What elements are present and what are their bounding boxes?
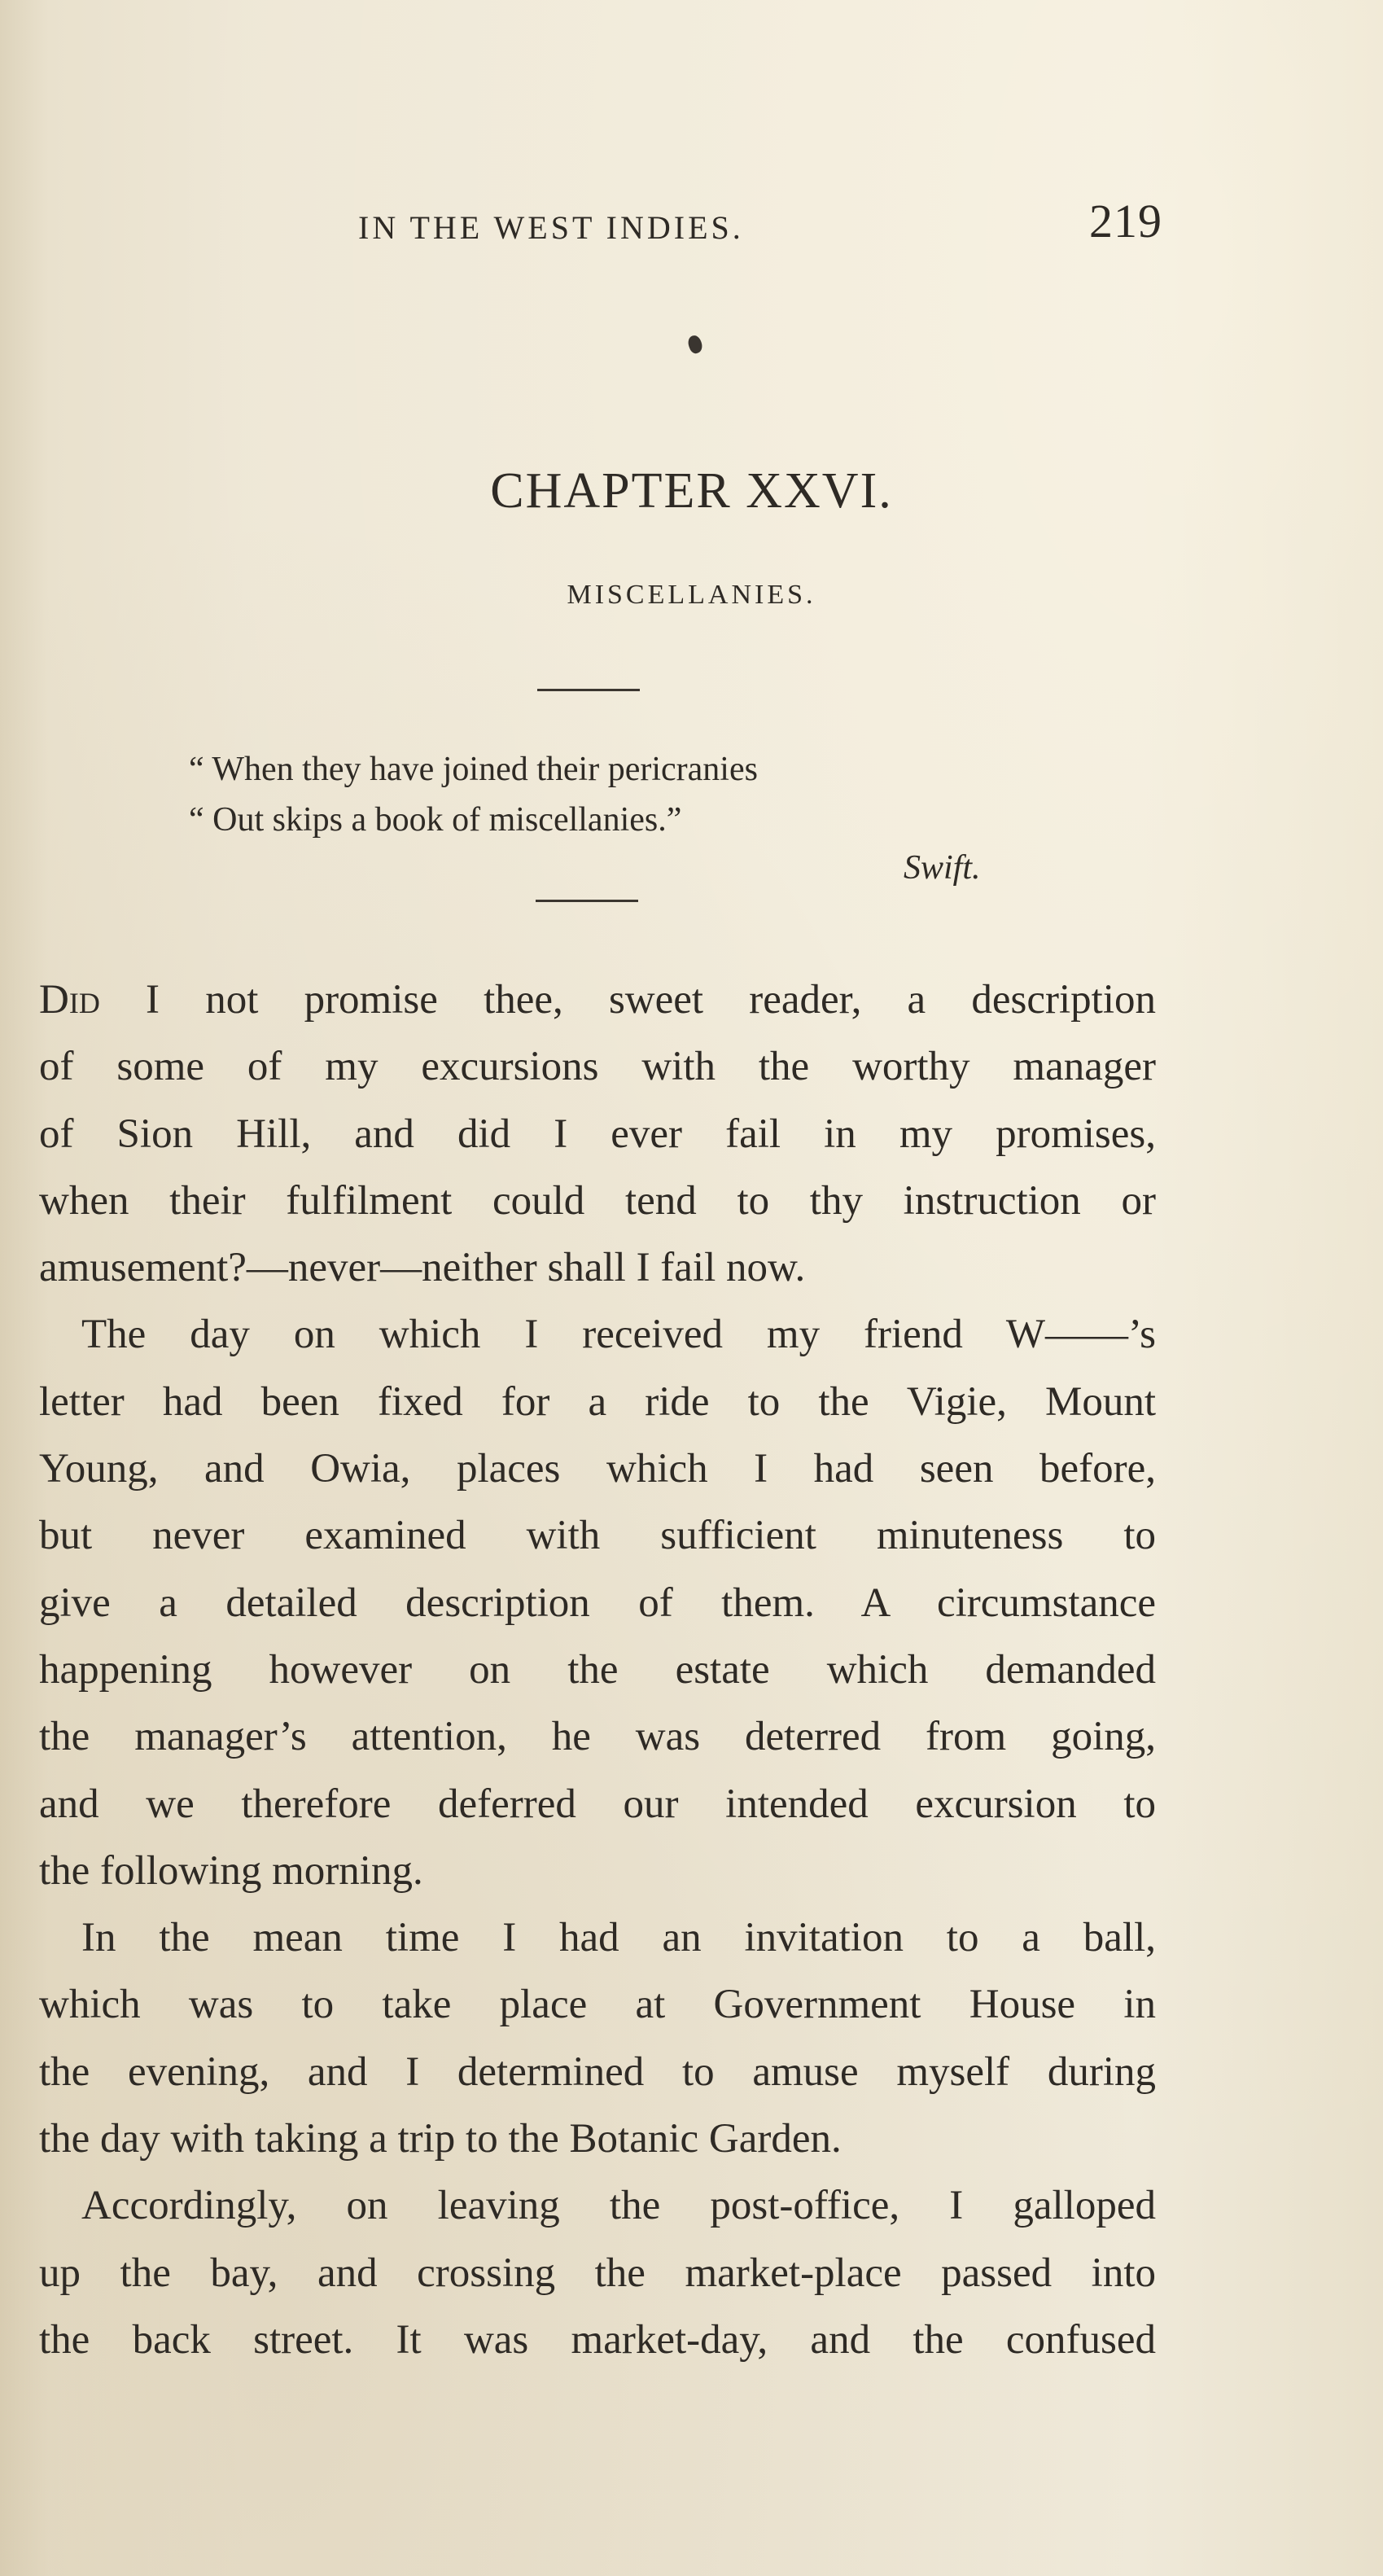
body-line: happening however on the estate which demanded [39,1646,1156,1693]
body-line: the back street. It was market-day, and the confused [39,2316,1156,2363]
drop-word: Did [39,977,100,1023]
epigraph-line: “ When they have joined their pericranies [189,751,758,788]
running-title: IN THE WEST INDIES. [358,209,744,246]
body-line: Accordingly, on leaving the post-office, I galloped [81,2183,1156,2229]
body-line [39,966,1156,1033]
body-text [39,966,1156,2373]
running-header [358,194,1172,251]
body-line: Young, and Owia, places which I had seen before, [39,1446,1156,1492]
body-line: the following morning. [39,1847,423,1894]
body-line: but never examined with sufficient minuteness to [39,1513,1156,1559]
body-line: and we therefore deferred our intended excursion to [39,1781,1156,1827]
body-line: the evening, and I determined to amuse myself during [39,2048,1156,2095]
body-line-text: I not promise thee, sweet reader, a description [99,977,1156,1023]
body-line: amusement?—never—neither shall I fail now. [39,1245,806,1291]
epigraph-line: “ Out skips a book of miscellanies.” [189,801,682,839]
body-line: The day on which I received my friend W——’s [81,1312,1156,1358]
body-line: letter had been fixed for a ride to the Vigie, Mount [39,1378,1156,1425]
epigraph [189,744,758,845]
chapter-title: CHAPTER XXVI. [490,463,893,519]
body-line: the day with taking a trip to the Botanic Garden. [39,2116,842,2162]
body-line: when their fulfilment could tend to thy instruction or [39,1177,1156,1224]
body-line: of some of my excursions with the worthy manager [39,1044,1156,1090]
epigraph-attribution: Swift. [904,849,981,887]
page-number: 219 [1089,195,1162,248]
chapter-subtitle: MISCELLANIES. [567,580,816,610]
body-line: of Sion Hill, and did I ever fail in my promises, [39,1111,1156,1157]
body-line: the manager’s attention, he was deterred from going, [39,1714,1156,1760]
divider-rule-bottom [536,900,638,902]
ink-blot-mark [686,334,705,355]
divider-rule-top [537,689,640,691]
body-line: In the mean time I had an invitation to a ball, [81,1915,1156,1961]
body-line: give a detailed description of them. A circumstance [39,1579,1156,1626]
body-line: which was to take place at Government House in [39,1982,1156,2028]
body-line: up the bay, and crossing the market-place passed into [39,2250,1156,2296]
